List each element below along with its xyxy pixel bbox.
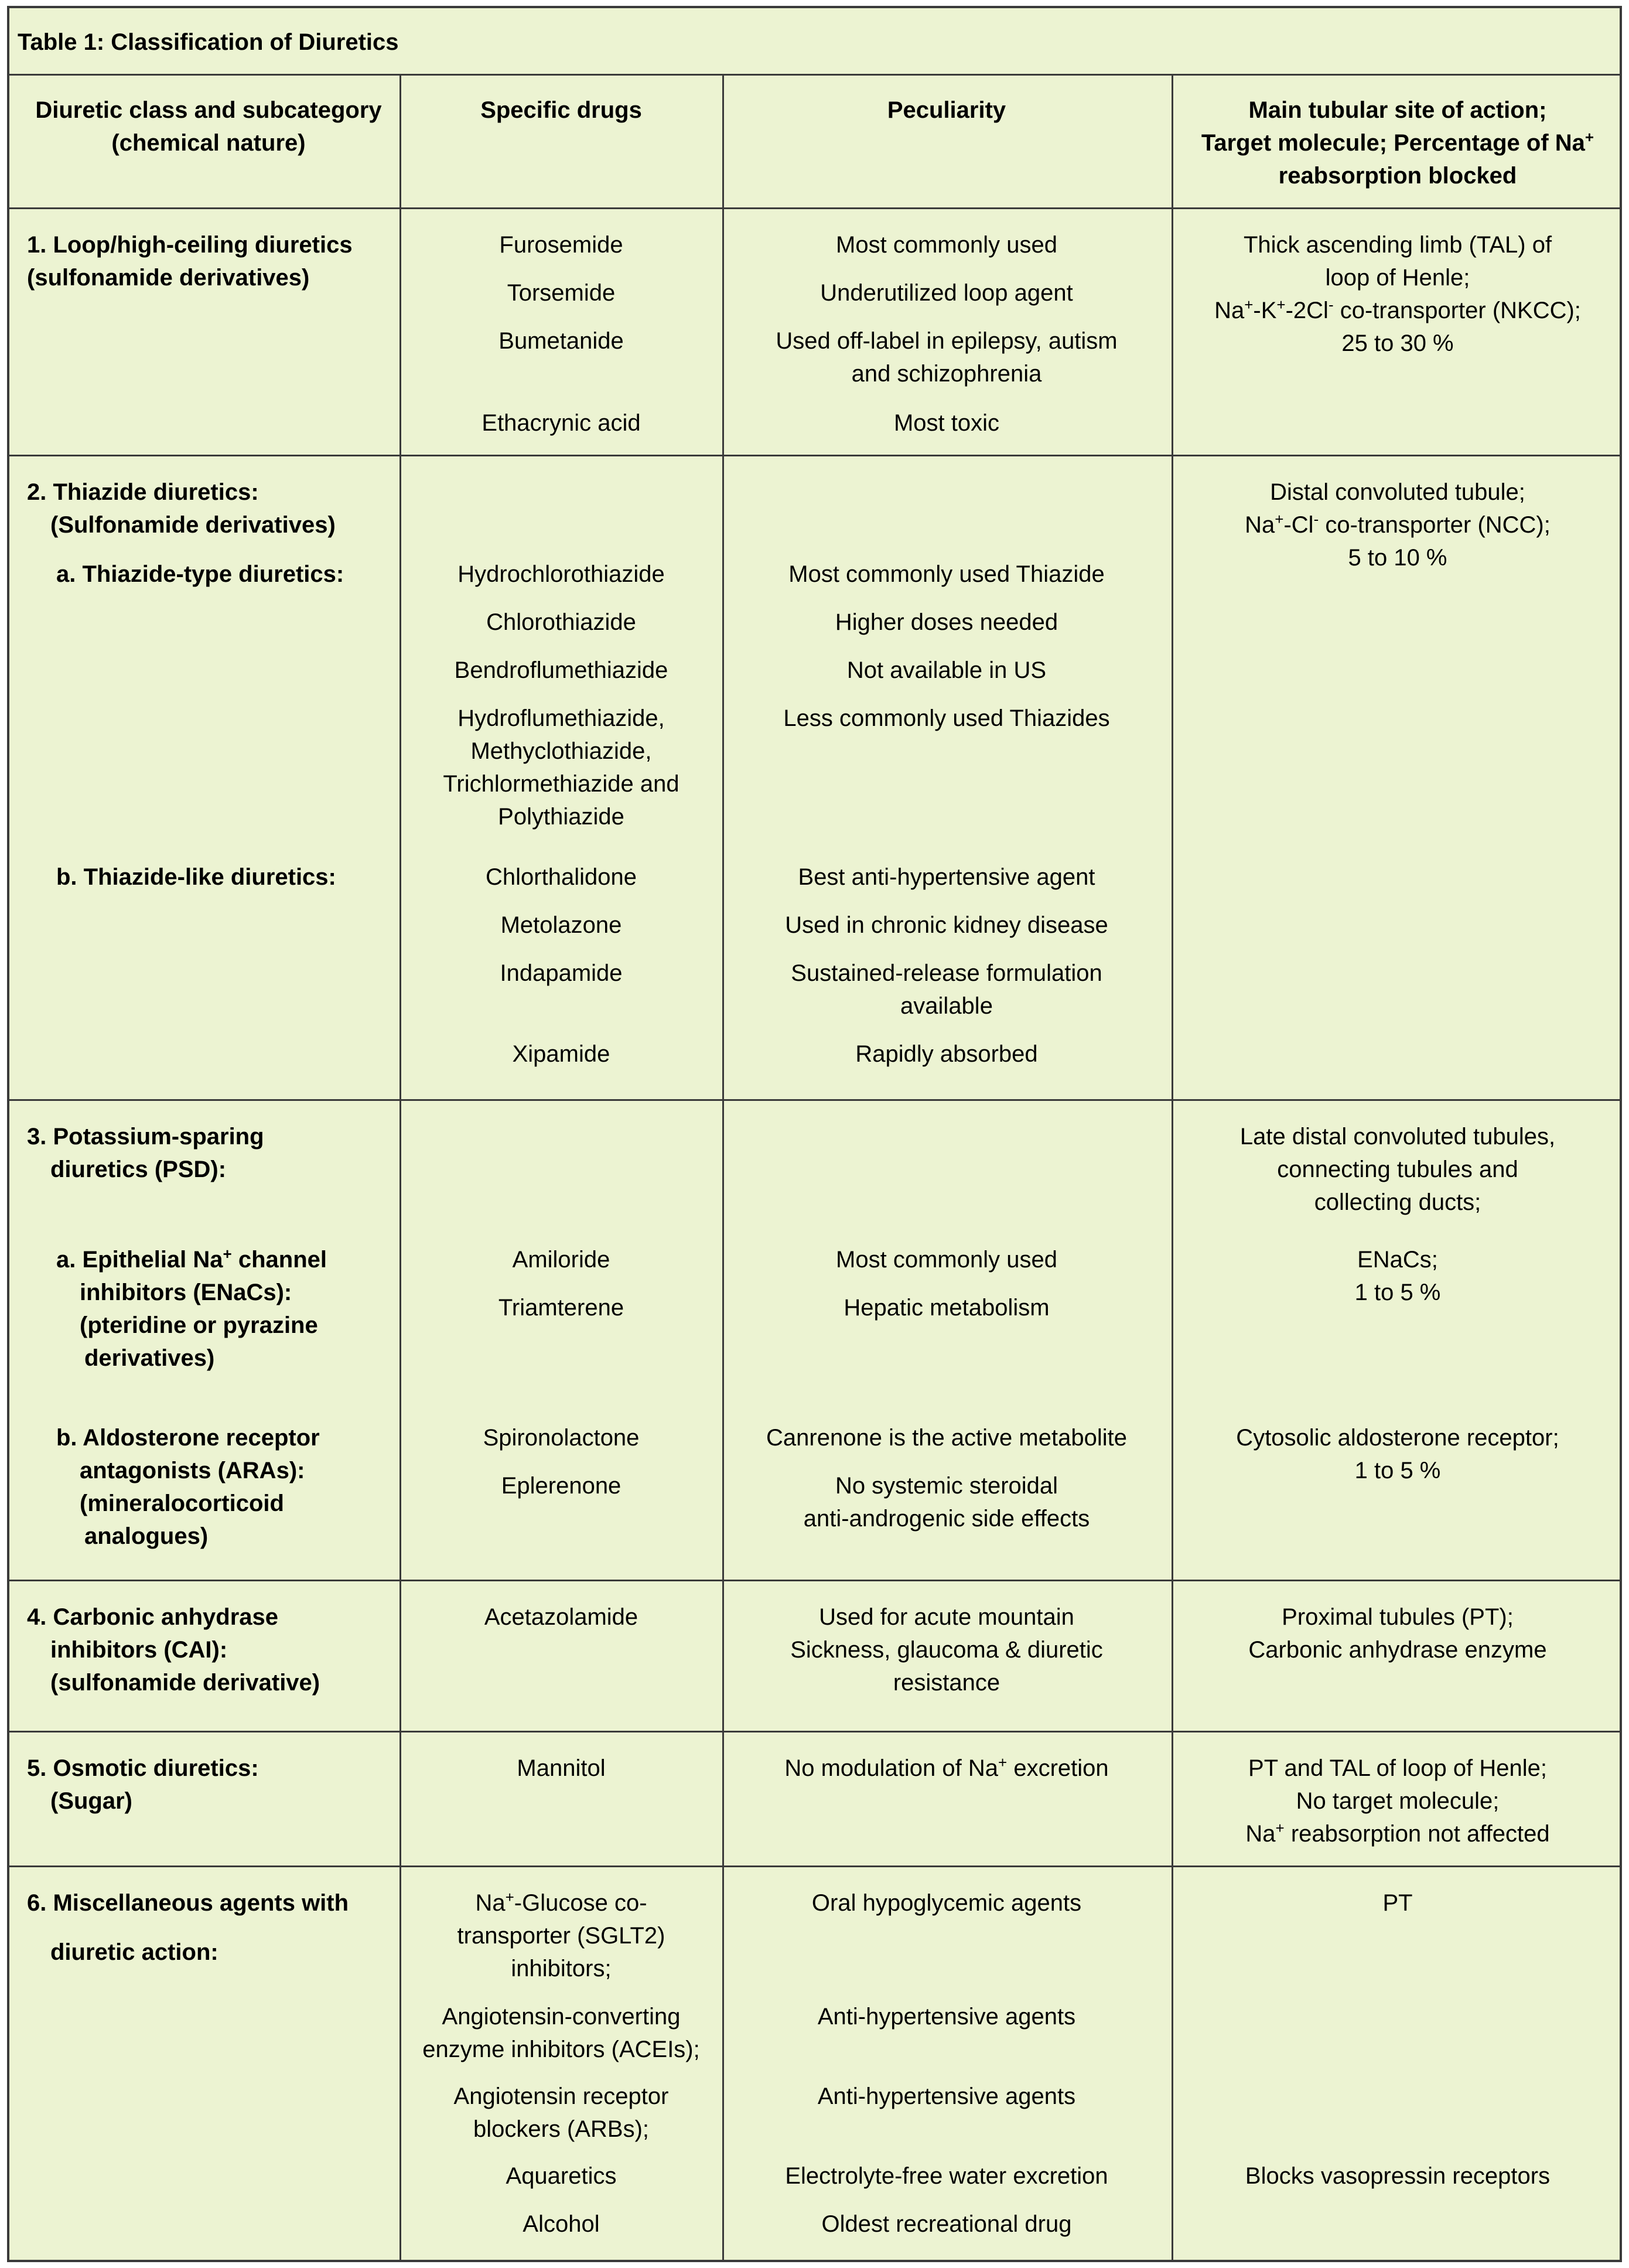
row-thiazide-type: a. Thiazide-type diuretics: [56,561,344,587]
site-aquaretics: Blocks vasopressin receptors [1245,2163,1551,2189]
row-misc-class: 6. Miscellaneous agents with [27,1890,349,1916]
peculiarity-mannitol: No modulation of Na+ excretion [784,1754,1109,1781]
site-osmotic: PT and TAL of loop of Henle; No target molecule; Na+ reabsorption not affected [1245,1755,1550,1847]
drug-spironolactone: Spironolactone [483,1425,640,1451]
drug-amiloride: Amiloride [512,1247,610,1273]
row-divider [9,455,1620,456]
row-cai-class: 4. Carbonic anhydrase inhibitors (CAI): (sulfonamide derivative) [27,1604,320,1696]
drug-bendroflumethiazide: Bendroflumethiazide [454,657,668,683]
diuretics-table [7,6,1622,2262]
drug-xipamide: Xipamide [512,1041,610,1067]
peculiarity-aceis: Anti-hypertensive agents [817,2004,1076,2030]
peculiarity-triamterene: Hepatic metabolism [843,1295,1050,1321]
peculiarity-hydrochlorothiazide: Most commonly used Thiazide [788,561,1105,587]
drug-chlorothiazide: Chlorothiazide [486,609,636,635]
drug-triamterene: Triamterene [498,1295,624,1321]
column-divider [1172,74,1173,2262]
site-ara: Cytosolic aldosterone receptor; 1 to 5 % [1236,1425,1559,1483]
column-divider [399,74,401,2262]
row-loop-class: 1. Loop/high-ceiling diuretics (sulfonamide derivatives) [27,232,353,291]
row-psd-class: 3. Potassium-sparing diuretics (PSD): [27,1124,264,1182]
drug-aceis: Angiotensin-converting enzyme inhibitors (ACEIs); [422,2004,700,2062]
peculiarity-bendroflumethiazide: Not available in US [846,657,1047,683]
table-caption: Table 1: Classification of Diuretics [18,29,399,55]
site-loop: Thick ascending limb (TAL) of loop of Henle; Na+-K+-2Cl- co-transporter (NKCC); 25 to 30 % [1214,232,1581,356]
row-divider [9,1580,1620,1581]
row-divider [9,74,1620,76]
peculiarity-spironolactone: Canrenone is the active metabolite [766,1425,1127,1451]
drug-arbs: Angiotensin receptor blockers (ARBs); [453,2083,669,2142]
site-cai: Proximal tubules (PT); Carbonic anhydrase enzyme [1248,1604,1547,1663]
drug-less-common-thiazides: Hydroflumethiazide, Methyclothiazide, Trichlormethiazide and Polythiazide [443,705,679,830]
row-divider [9,1099,1620,1101]
peculiarity-chlorothiazide: Higher doses needed [835,609,1058,635]
header-site-of-action: Main tubular site of action; Target molecule; Percentage of Na+ reabsorption blocked [1201,97,1594,189]
row-psd-enac: a. Epithelial Na+ channel inhibitors (ENaCs): (pteridine or pyrazine derivatives) [56,1245,327,1371]
row-thiazide-like: b. Thiazide-like diuretics: [56,864,336,890]
drug-torsemide: Torsemide [507,280,616,306]
row-thiazide-nature: (Sulfonamide derivatives) [50,512,336,538]
drug-ethacrynic-acid: Ethacrynic acid [481,410,641,436]
peculiarity-torsemide: Underutilized loop agent [820,280,1073,306]
header-class: Diuretic class and subcategory (chemical nature) [35,97,382,156]
peculiarity-less-common-thiazides: Less commonly used Thiazides [783,705,1110,731]
drug-aquaretics: Aquaretics [506,2163,617,2189]
peculiarity-aquaretics: Electrolyte-free water excretion [785,2163,1108,2189]
drug-metolazone: Metolazone [500,912,622,938]
drug-furosemide: Furosemide [499,232,623,258]
peculiarity-sglt2-inhibitors: Oral hypoglycemic agents [811,1890,1082,1916]
peculiarity-xipamide: Rapidly absorbed [855,1041,1038,1067]
peculiarity-amiloride: Most commonly used [836,1247,1057,1273]
column-divider [722,74,724,2262]
drug-hydrochlorothiazide: Hydrochlorothiazide [457,561,665,587]
peculiarity-arbs: Anti-hypertensive agents [817,2083,1076,2109]
peculiarity-chlorthalidone: Best anti-hypertensive agent [798,864,1095,890]
site-enac: ENaCs; 1 to 5 % [1354,1247,1441,1305]
peculiarity-eplerenone: No systemic steroidal anti-androgenic side effects [803,1473,1090,1532]
drug-bumetanide: Bumetanide [498,328,624,354]
site-thiazide: Distal convoluted tubule; Na+-Cl- co-transporter (NCC); 5 to 10 % [1245,479,1551,571]
row-thiazide-class: 2. Thiazide diuretics: [27,479,259,505]
drug-indapamide: Indapamide [500,960,623,986]
peculiarity-furosemide: Most commonly used [836,232,1057,258]
header-peculiarity: Peculiarity [887,97,1006,123]
drug-sglt2-inhibitors: Na+-Glucose co- transporter (SGLT2) inhibitors; [457,1888,665,1981]
peculiarity-bumetanide: Used off-label in epilepsy, autism and schizophrenia [776,328,1118,387]
site-psd: Late distal convoluted tubules, connecting tubules and collecting ducts; [1239,1124,1556,1215]
row-misc-class-cont: diuretic action: [50,1939,218,1965]
peculiarity-indapamide: Sustained-release formulation available [791,960,1102,1019]
drug-acetazolamide: Acetazolamide [484,1604,638,1630]
row-divider [9,1865,1620,1867]
peculiarity-ethacrynic-acid: Most toxic [893,410,1000,436]
peculiarity-metolazone: Used in chronic kidney disease [785,912,1108,938]
row-divider [9,207,1620,209]
drug-alcohol: Alcohol [522,2211,600,2237]
header-specific-drugs: Specific drugs [480,97,642,123]
peculiarity-acetazolamide: Used for acute mountain Sickness, glaucoma & diuretic resistance [790,1604,1103,1696]
peculiarity-alcohol: Oldest recreational drug [821,2211,1072,2237]
drug-chlorthalidone: Chlorthalidone [486,864,637,890]
site-sglt2: PT [1382,1890,1413,1916]
row-osmotic-class: 5. Osmotic diuretics: (Sugar) [27,1755,259,1814]
row-divider [9,1731,1620,1732]
drug-eplerenone: Eplerenone [501,1473,621,1499]
drug-mannitol: Mannitol [517,1755,606,1781]
row-psd-ara: b. Aldosterone receptor antagonists (ARAs): (mineralocorticoid analogues) [56,1425,320,1549]
